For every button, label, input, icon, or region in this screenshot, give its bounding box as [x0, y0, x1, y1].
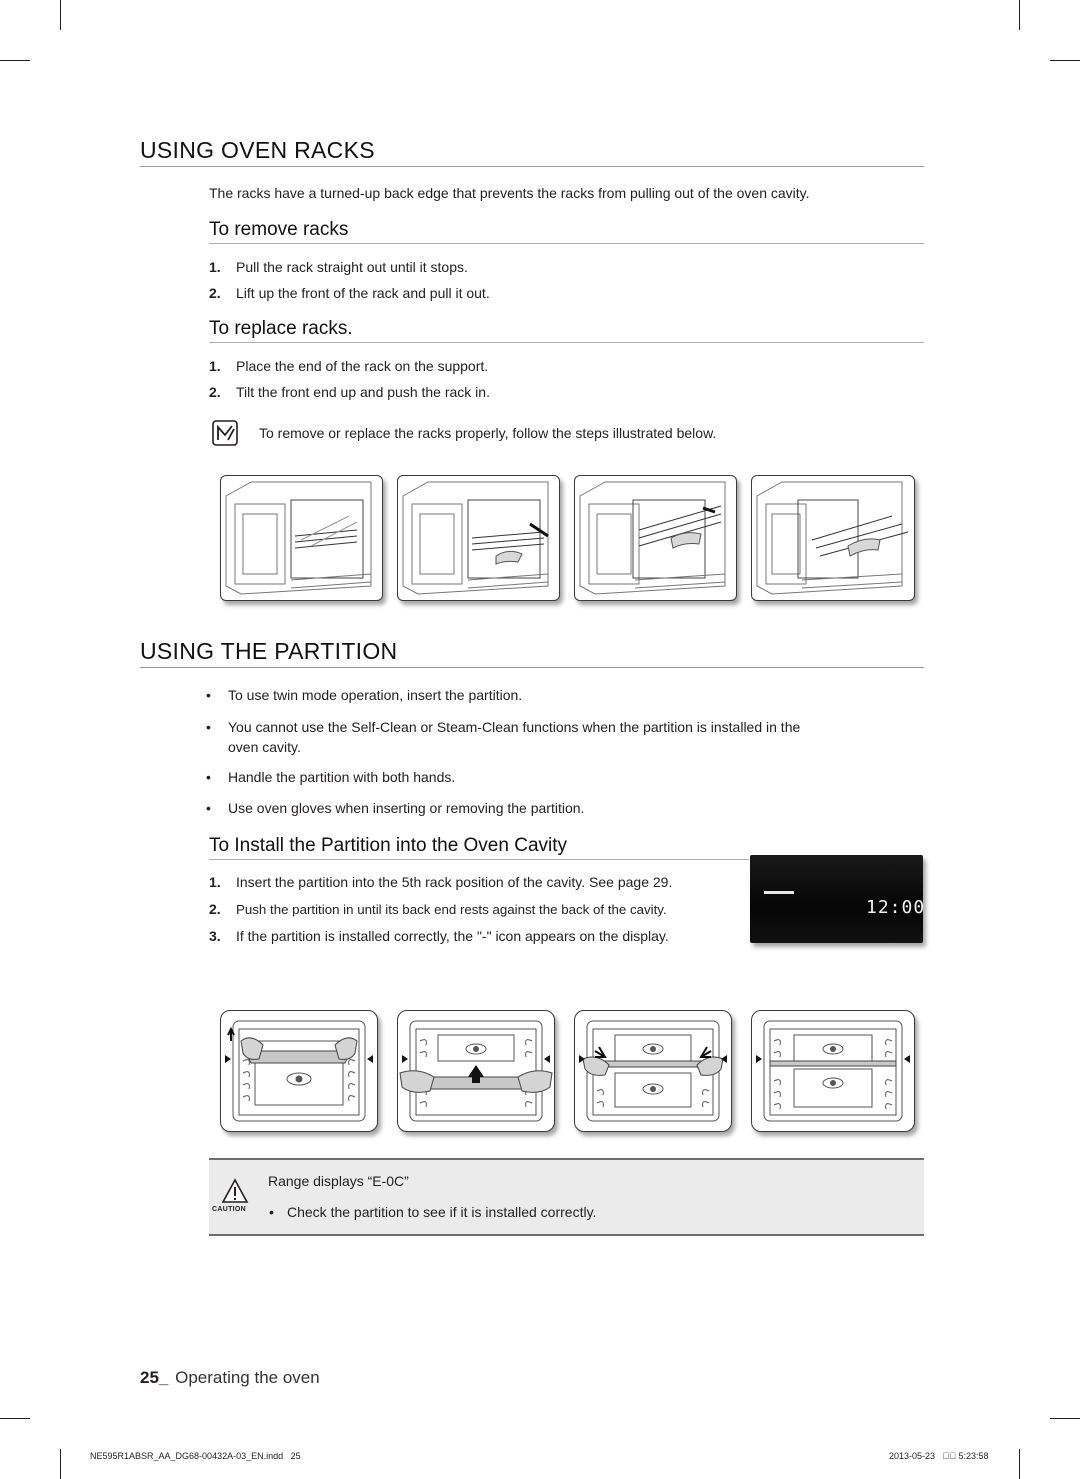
- step-text: Insert the partition into the 5th rack position of the cavity. See page 29.: [236, 874, 673, 890]
- heading-remove-racks: To remove racks: [209, 219, 924, 244]
- crop-mark: [1019, 0, 1020, 30]
- step-number: 1.: [209, 874, 221, 890]
- display-clock: 12:00: [866, 897, 926, 918]
- crop-mark: [60, 1449, 61, 1479]
- heading-install-partition: To Install the Partition into the Oven Cavity: [209, 835, 749, 860]
- footer-section-name: Operating the oven: [175, 1368, 320, 1387]
- intro-text: The racks have a turned-up back edge that prevents the racks from pulling out of the oven cavity.: [209, 185, 810, 201]
- page-number: 25_: [140, 1368, 169, 1387]
- section-title-oven-racks: USING OVEN RACKS: [140, 136, 924, 167]
- step-number: 2.: [209, 901, 221, 917]
- caution-text: Check the partition to see if it is installed correctly.: [287, 1204, 597, 1220]
- step-text: Pull the rack straight out until it stops.: [236, 259, 468, 275]
- bullet-dot: •: [206, 687, 211, 703]
- rack-step-illustration-3: [574, 475, 737, 601]
- heading-replace-racks: To replace racks.: [209, 318, 924, 343]
- bullet-dot: •: [206, 800, 211, 816]
- bullet-text: You cannot use the Self-Clean or Steam-Clean functions when the partition is installed in the: [228, 719, 801, 735]
- bullet-dot: •: [269, 1204, 274, 1220]
- print-file-name: NE595R1ABSR_AA_DG68-00432A-03_EN.indd 25: [90, 1451, 301, 1461]
- caution-box: [209, 1158, 924, 1236]
- bullet-text: Use oven gloves when inserting or removing the partition.: [228, 800, 585, 816]
- partition-step-illustration-3: [574, 1010, 732, 1132]
- crop-mark: [1050, 60, 1080, 61]
- section-title-partition: USING THE PARTITION: [140, 637, 924, 668]
- step-number: 3.: [209, 928, 221, 944]
- note-pencil-icon: [212, 420, 238, 446]
- step-number: 1.: [209, 358, 221, 374]
- page-footer: [140, 1368, 320, 1388]
- step-text: Push the partition in until its back end rests against the back of the cavity.: [236, 902, 667, 917]
- partition-dash-icon: [764, 891, 794, 894]
- crop-mark: [0, 60, 30, 61]
- step-text: Tilt the front end up and push the rack in.: [236, 384, 490, 400]
- bullet-dot: •: [206, 719, 211, 735]
- rack-step-illustration-1: [220, 475, 383, 601]
- step-text: Lift up the front of the rack and pull it out.: [236, 285, 490, 301]
- bullet-text-continued: oven cavity.: [228, 739, 301, 755]
- caution-title: Range displays “E-0C”: [268, 1173, 409, 1189]
- rack-step-illustration-2: [397, 475, 560, 601]
- bullet-text: To use twin mode operation, insert the partition.: [228, 687, 523, 703]
- partition-step-illustration-1: [220, 1010, 378, 1132]
- step-text: Place the end of the rack on the support.: [236, 358, 489, 374]
- crop-mark: [1019, 1449, 1020, 1479]
- warning-triangle-icon: [221, 1178, 249, 1204]
- crop-mark: [0, 1418, 30, 1419]
- oven-display-panel: [750, 855, 926, 943]
- step-number: 2.: [209, 384, 221, 400]
- step-number: 2.: [209, 285, 221, 301]
- crop-mark: [1050, 1418, 1080, 1419]
- note-text: To remove or replace the racks properly, follow the steps illustrated below.: [259, 425, 717, 441]
- step-text: If the partition is installed correctly, the "-" icon appears on the display.: [236, 928, 669, 944]
- crop-mark: [60, 0, 61, 30]
- partition-step-illustration-4: [751, 1010, 915, 1132]
- bullet-text: Handle the partition with both hands.: [228, 769, 456, 785]
- partition-step-illustration-2: [397, 1010, 555, 1132]
- print-timestamp: 2013-05-23 ￿￿ 5:23:58: [889, 1451, 989, 1461]
- rack-step-illustration-4: [751, 475, 915, 601]
- caution-label: CAUTION: [212, 1206, 246, 1213]
- step-number: 1.: [209, 259, 221, 275]
- bullet-dot: •: [206, 769, 211, 785]
